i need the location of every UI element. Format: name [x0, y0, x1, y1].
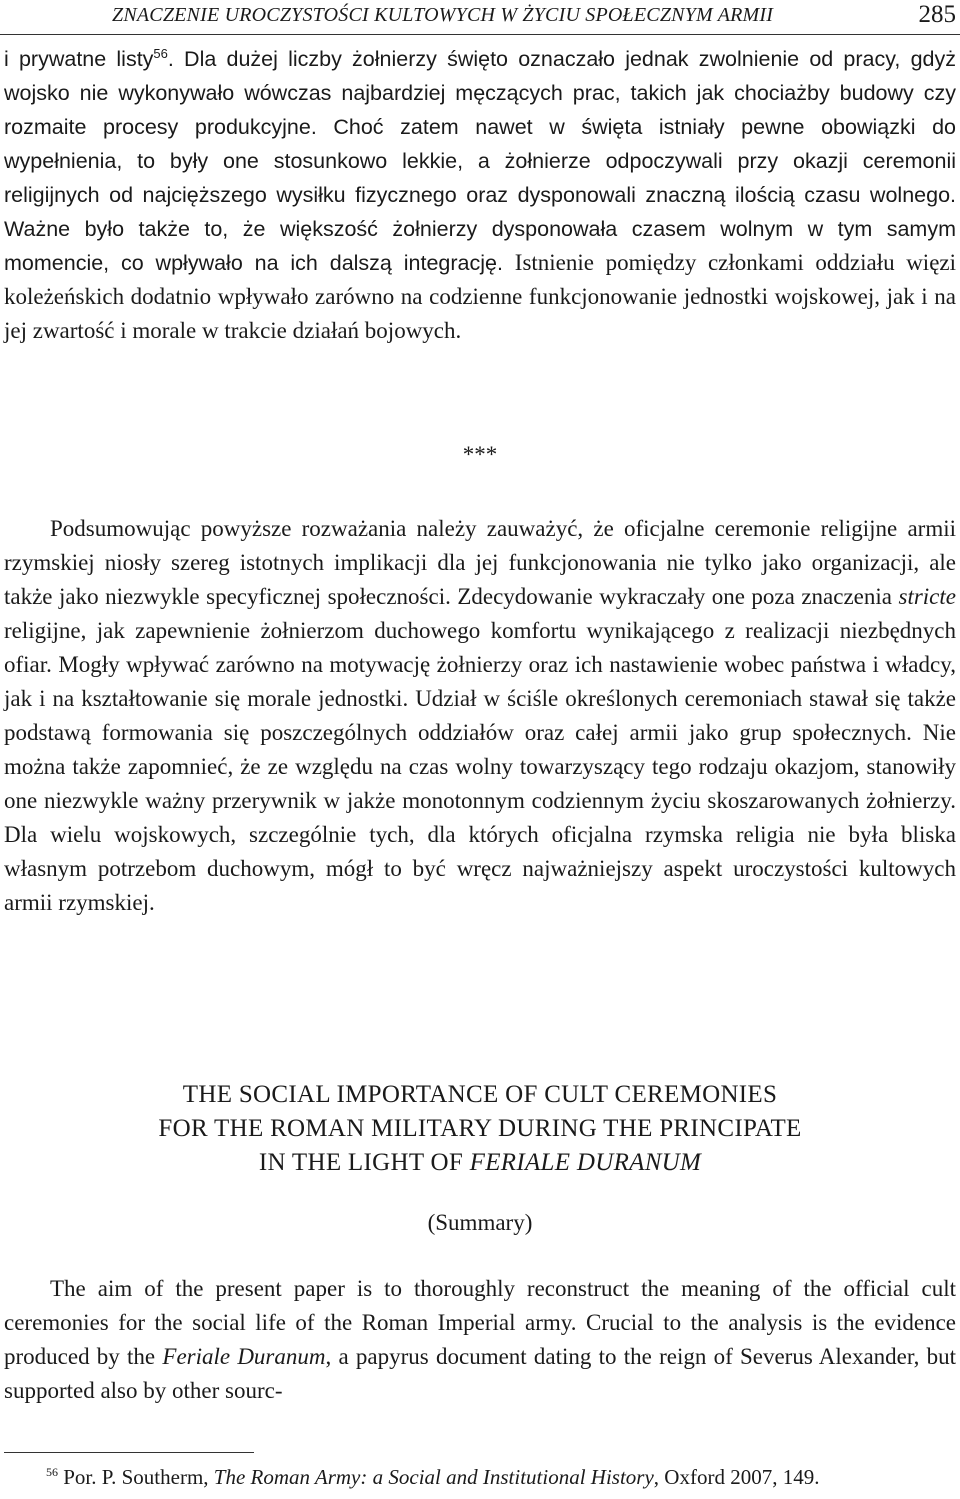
- summary-title-line-3: [0, 1146, 960, 1180]
- summary-title-italic: FERIALE DURANUM: [469, 1149, 702, 1176]
- summary-label: (Summary): [427, 1210, 533, 1235]
- summary-title-line-3-text: IN THE LIGHT OF: [258, 1149, 470, 1176]
- footnote-56: [46, 1462, 946, 1492]
- summary-italic-feriale: Feriale Duranum: [162, 1344, 326, 1369]
- footnote-divider: [4, 1452, 254, 1453]
- running-title: ZNACZENIE UROCZYSTOŚCI KULTOWYCH W ŻYCIU SPOŁECZNYM ARMII: [112, 4, 774, 26]
- conclusion-paragraph: [4, 512, 956, 920]
- footnote-number: 56: [46, 1465, 58, 1479]
- footnote-book-title: The Roman Army: a Social and Institutional History: [213, 1465, 654, 1489]
- summary-title-line-2: FOR THE ROMAN MILITARY DURING THE PRINCIPATE: [158, 1115, 802, 1142]
- page-header: [0, 0, 960, 35]
- p1-text-c: Istnienie pomiędzy członkami oddziału więzi koleżeńskich dodatnio wpływało zarówno na codzienne funkcjonowanie jednostki wojskowej, jak i na jej zwartość i morale w trakcie działań bojowych.: [4, 250, 957, 343]
- summary-text-b: , a papyrus document dating to the reign of Severus Alexander, but supported also by other sourc-: [4, 1344, 956, 1403]
- paragraph-continuation: [4, 42, 956, 348]
- p2-text-a: Podsumowując powyższe rozważania należy zauważyć, że oficjalne ceremonie religijne armii rzymskiej niosły szereg istotnych implikacji dla jej funkcjonowania nie tylko jako organizacji, ale także jako niezwykle specyficznej społeczności. Zdecydowanie wykraczały one poza znaczenia: [4, 516, 956, 609]
- summary-paragraph: [4, 1272, 956, 1408]
- summary-title: [0, 1078, 960, 1180]
- footnote-text-b: , Oxford 2007, 149.: [653, 1465, 820, 1489]
- page-number: 285: [918, 1, 956, 28]
- footnote-ref-56[interactable]: 56: [153, 45, 168, 61]
- section-separator: ***: [462, 442, 498, 467]
- summary-title-line-1: THE SOCIAL IMPORTANCE OF CULT CEREMONIES: [182, 1081, 778, 1108]
- p2-text-b: religijne, jak zapewnienie żołnierzom duchowego komfortu wynikającego z realizacji niezbędnych ofiar. Mogły wpływać zarówno na motywację żołnierzy oraz ich nastawienie wobec państwa i władcy, jak i na kształtowanie się morale jednostki. Udział w ściśle określonych ceremoniach stawał się także podstawą formowania się poszczególnych oddziałów oraz całej armii jako grup społecznych. Nie można także zapomnieć, że ze względu na czas wolny towarzyszący tego rodzaju okazjom, stanowiły one niezwykle ważny przerywnik w jakże monotonnym codziennym życiu skoszarowanych żołnierzy. Dla wielu wojskowych, szczególnie tych, dla których oficjalna rzymska religia nie była bliska własnym potrzebom duchowym, mógł to być wręcz najważniejszy aspekt uroczystości kultowych armii rzymskiej.: [4, 618, 956, 915]
- p1-text-b: . Dla dużej liczby żołnierzy święto oznaczało jednak zwolnienie od pracy, gdyż wojsko nie wykonywało wówczas najbardziej męczących prac, takich jak chociażby budowy czy rozmaite procesy produkcyjne. Choć zatem nawet w święta istniały pewne obowiązki do wypełnienia, to były one stosunkowo lekkie, a żołnierze odpoczywali przy okazji ceremonii religijnych od najcięższego wysiłku fizycznego oraz dysponowali znaczną ilością czasu wolnego. Ważne było także to, że większość żołnierzy dysponowała czasem wolnym w tym samym momencie, co wpływało na ich dalszą integrację.: [4, 47, 956, 275]
- summary-text-a: The aim of the present paper is to thoroughly reconstruct the meaning of the official cult ceremonies for the social life of the Roman Imperial army. Crucial to the analysis is the evidence produced by the: [4, 1276, 956, 1369]
- footnote-text-a: Por. P. Southerm,: [58, 1465, 214, 1489]
- p2-italic-stricte: stricte: [898, 584, 956, 609]
- p1-text-a: i prywatne listy: [4, 47, 154, 71]
